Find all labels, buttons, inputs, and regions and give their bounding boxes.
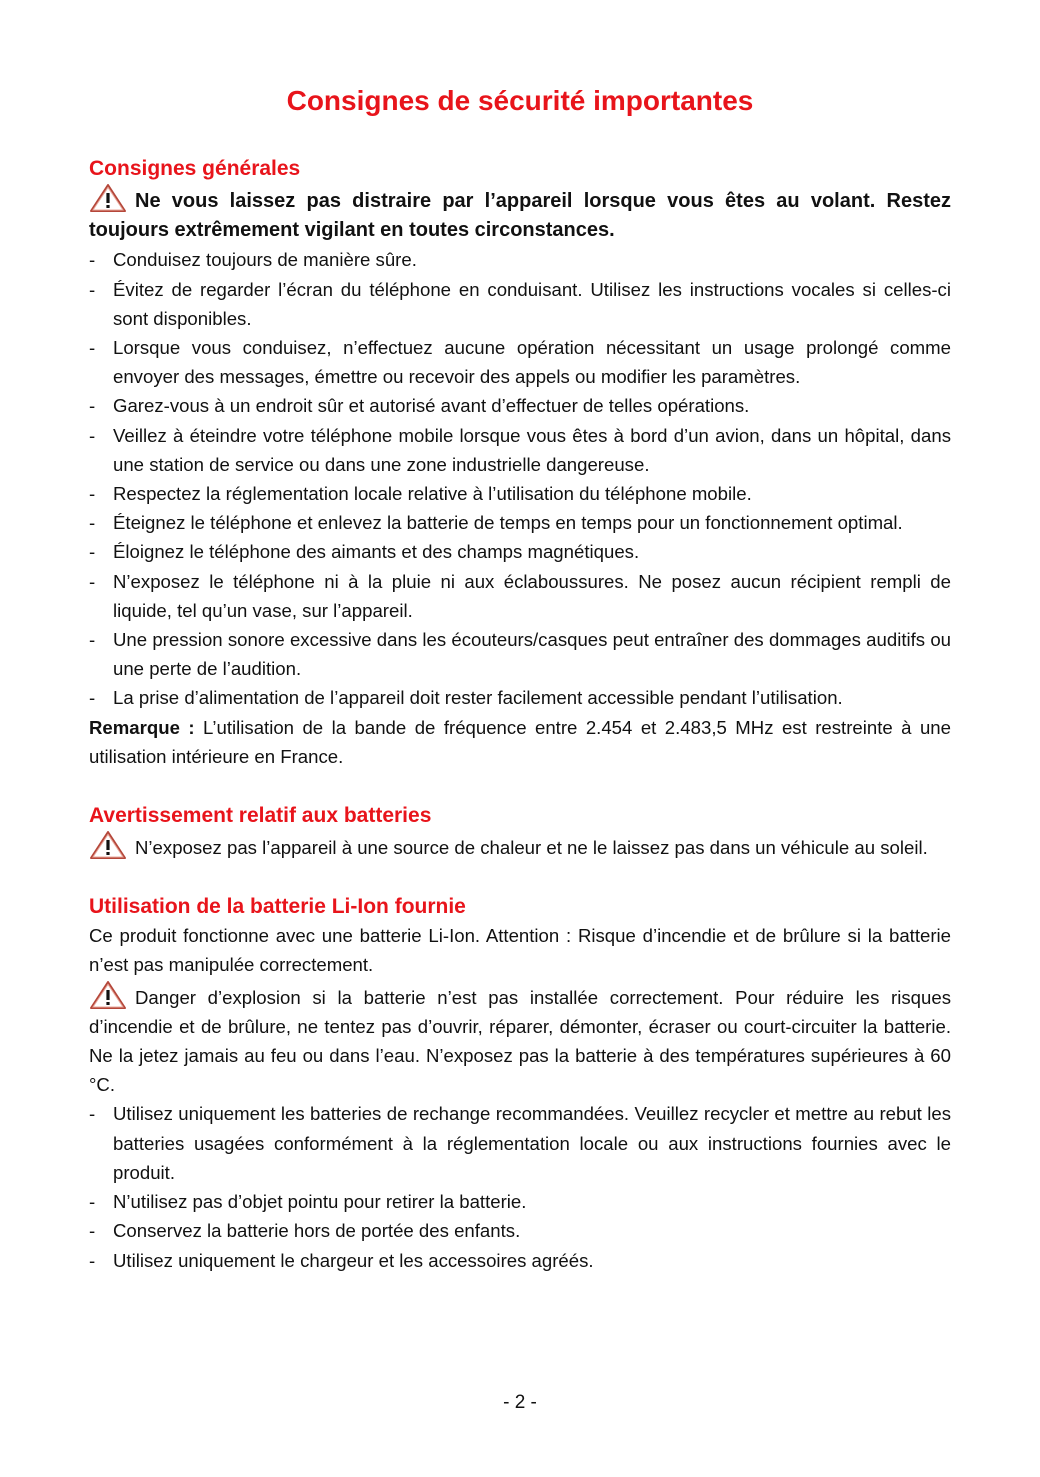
warning-triangle-icon: [89, 183, 127, 211]
section-heading-liion: Utilisation de la batterie Li-Ion fournie: [89, 895, 466, 919]
note-label: Remarque :: [89, 716, 195, 738]
list-item: - Conduisez toujours de manière sûre.: [89, 245, 951, 274]
page-number: - 2 -: [503, 1392, 537, 1413]
list-item: - Respectez la réglementation locale relative à l’utilisation du téléphone mobile.: [89, 479, 951, 508]
list-item: - La prise d’alimentation de l’appareil doit rester facilement accessible pendant l’utilisation.: [89, 683, 951, 712]
battery-heat-warning: [89, 830, 951, 862]
list-item: - N’utilisez pas d’objet pointu pour retirer la batterie.: [89, 1187, 951, 1216]
list-item: - Veillez à éteindre votre téléphone mobile lorsque vous êtes à bord d’un avion, dans un hôpital, dans une station de service ou dans une zone industrielle dangereuse.: [89, 421, 951, 479]
list-item: - Garez-vous à un endroit sûr et autorisé avant d’effectuer de telles opérations.: [89, 391, 951, 420]
liion-list: [89, 1099, 951, 1274]
general-list: [89, 245, 951, 712]
list-item: - Utilisez uniquement le chargeur et les accessoires agréés.: [89, 1246, 951, 1275]
section-heading-general: Consignes générales: [89, 157, 301, 180]
warning-triangle-icon: [89, 980, 127, 1008]
list-item: - Éteignez le téléphone et enlevez la batterie de temps en temps pour un fonctionnement optimal.: [89, 508, 951, 537]
warning-text: Ne vous laissez pas distraire par l’appareil lorsque vous êtes au volant. Restez toujours extrêmement vigilant en toutes circonstances.: [89, 190, 951, 242]
warning-text: Danger d’explosion si la batterie n’est pas installée correctement. Pour réduire les risques d’incendie et de brûlure, ne tentez pas d’ouvrir, réparer, démonter, écraser ou court-circuiter la batterie. Ne la jetez jamais au feu ou dans l’eau. N’exposez pas la batterie à des températures supérieures à 60 °C.: [89, 986, 951, 1096]
section-heading-battery-warning: Avertissement relatif aux batteries: [89, 804, 432, 828]
list-item: - Une pression sonore excessive dans les écouteurs/casques peut entraîner des dommages auditifs ou une perte de l’audition.: [89, 625, 951, 683]
document-page: [89, 80, 951, 1275]
list-item: - Conservez la batterie hors de portée des enfants.: [89, 1216, 951, 1245]
note-text: L’utilisation de la bande de fréquence entre 2.454 et 2.483,5 MHz est restreinte à une utilisation intérieure en France.: [89, 716, 951, 767]
page-title: Consignes de sécurité importantes: [286, 85, 754, 116]
list-item: - N’exposez le téléphone ni à la pluie ni aux éclaboussures. Ne posez aucun récipient rempli de liquide, tel qu’un vase, sur l’appareil.: [89, 567, 951, 625]
explosion-warning: [89, 980, 951, 1100]
note: [89, 713, 951, 771]
liion-intro: Ce produit fonctionne avec une batterie Li-Ion. Attention : Risque d’incendie et de brûlure si la batterie n’est pas manipulée correctement.: [89, 925, 951, 976]
warning-text: N’exposez pas l’appareil à une source de chaleur et ne le laissez pas dans un véhicule au soleil.: [135, 837, 928, 859]
warning-triangle-icon: [89, 830, 127, 858]
list-item: - Éloignez le téléphone des aimants et des champs magnétiques.: [89, 537, 951, 566]
driving-warning: [89, 183, 951, 245]
list-item: - Lorsque vous conduisez, n’effectuez aucune opération nécessitant un usage prolongé comme envoyer des messages, émettre ou recevoir des appels ou modifier les paramètres.: [89, 333, 951, 391]
list-item: - Évitez de regarder l’écran du téléphone en conduisant. Utilisez les instructions vocales si celles-ci sont disponibles.: [89, 275, 951, 333]
list-item: - Utilisez uniquement les batteries de rechange recommandées. Veuillez recycler et mettre au rebut les batteries usagées conformément à la réglementation locale ou aux instructions fournies avec le produit.: [89, 1099, 951, 1187]
